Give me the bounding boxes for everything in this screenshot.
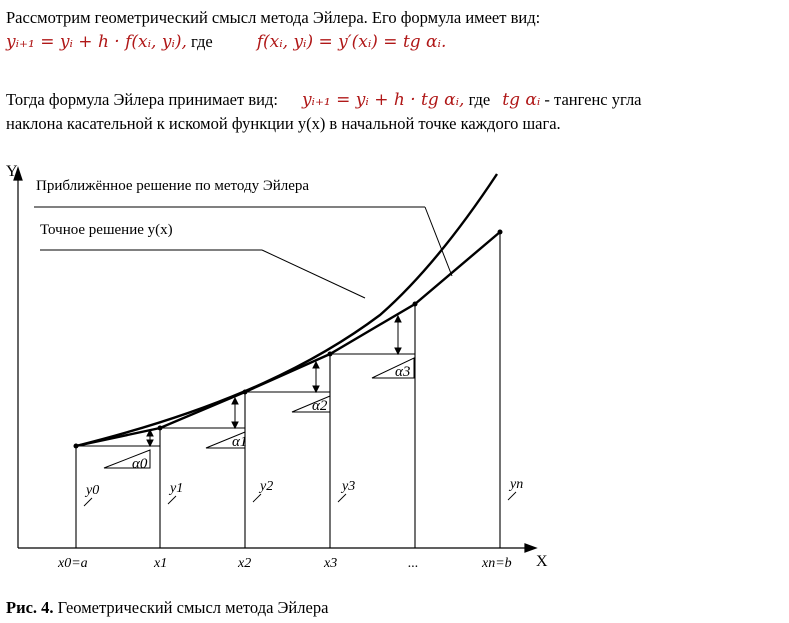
- exact-curve: [76, 174, 497, 446]
- label-euler: Приближённое решение по методу Эйлера: [36, 178, 310, 194]
- x-tick-3: x3: [324, 556, 338, 571]
- x-axis-label: X: [536, 553, 548, 570]
- x-tick-n: xn=b: [482, 556, 512, 571]
- exact-leader: [262, 250, 365, 298]
- euler-tan-formula: yᵢ₊₁ = yᵢ + h · tg αᵢ,: [301, 90, 465, 110]
- intro-text: Рассмотрим геометрический смысл метода Эйлера. Его формула имеет вид:: [6, 8, 541, 27]
- lead-text: Тогда формула Эйлера принимает вид:: [6, 90, 278, 109]
- y-label-3: y3: [342, 479, 356, 494]
- y-label-2: y2: [260, 479, 274, 494]
- x-tick-dots: ...: [408, 556, 419, 571]
- second-line: наклона касательной к искомой функции y(x) в начальной точке каждого шага.: [6, 114, 561, 133]
- y-axis-label: Y: [6, 163, 18, 180]
- formula-row-2: [6, 90, 642, 110]
- y-label-n: yn: [510, 477, 524, 492]
- euler-polyline: [76, 232, 500, 446]
- caption-text: Геометрический смысл метода Эйлера: [53, 598, 329, 617]
- figure-caption: [6, 598, 328, 618]
- caption-number: Рис. 4.: [6, 598, 54, 617]
- y-label-0: y0: [86, 483, 100, 498]
- angle-label-3: α3: [395, 364, 411, 380]
- tan-formula: tg αᵢ: [502, 90, 541, 110]
- euler-figure: [0, 150, 789, 595]
- formula-row-1: [6, 32, 446, 52]
- where-word: где: [186, 32, 213, 51]
- x-tick-0: x0=a: [58, 556, 88, 571]
- x-tick-2: x2: [238, 556, 252, 571]
- tail-text: - тангенс угла: [540, 90, 642, 109]
- y-label-1: y1: [170, 481, 184, 496]
- angle-label-1: α1: [232, 434, 248, 450]
- x-tick-1: x1: [154, 556, 168, 571]
- euler-formula: yᵢ₊₁ = yᵢ + h · f(xᵢ, yᵢ),: [6, 32, 187, 52]
- where-word-2: где: [464, 90, 491, 109]
- angle-label-2: α2: [312, 398, 328, 414]
- angle-label-0: α0: [132, 456, 148, 472]
- derivative-formula: f(xᵢ, yᵢ) = y′(xᵢ) = tg αᵢ.: [256, 32, 447, 52]
- label-exact: Точное решение y(x): [40, 222, 173, 238]
- x-axis-arrow: [525, 544, 536, 552]
